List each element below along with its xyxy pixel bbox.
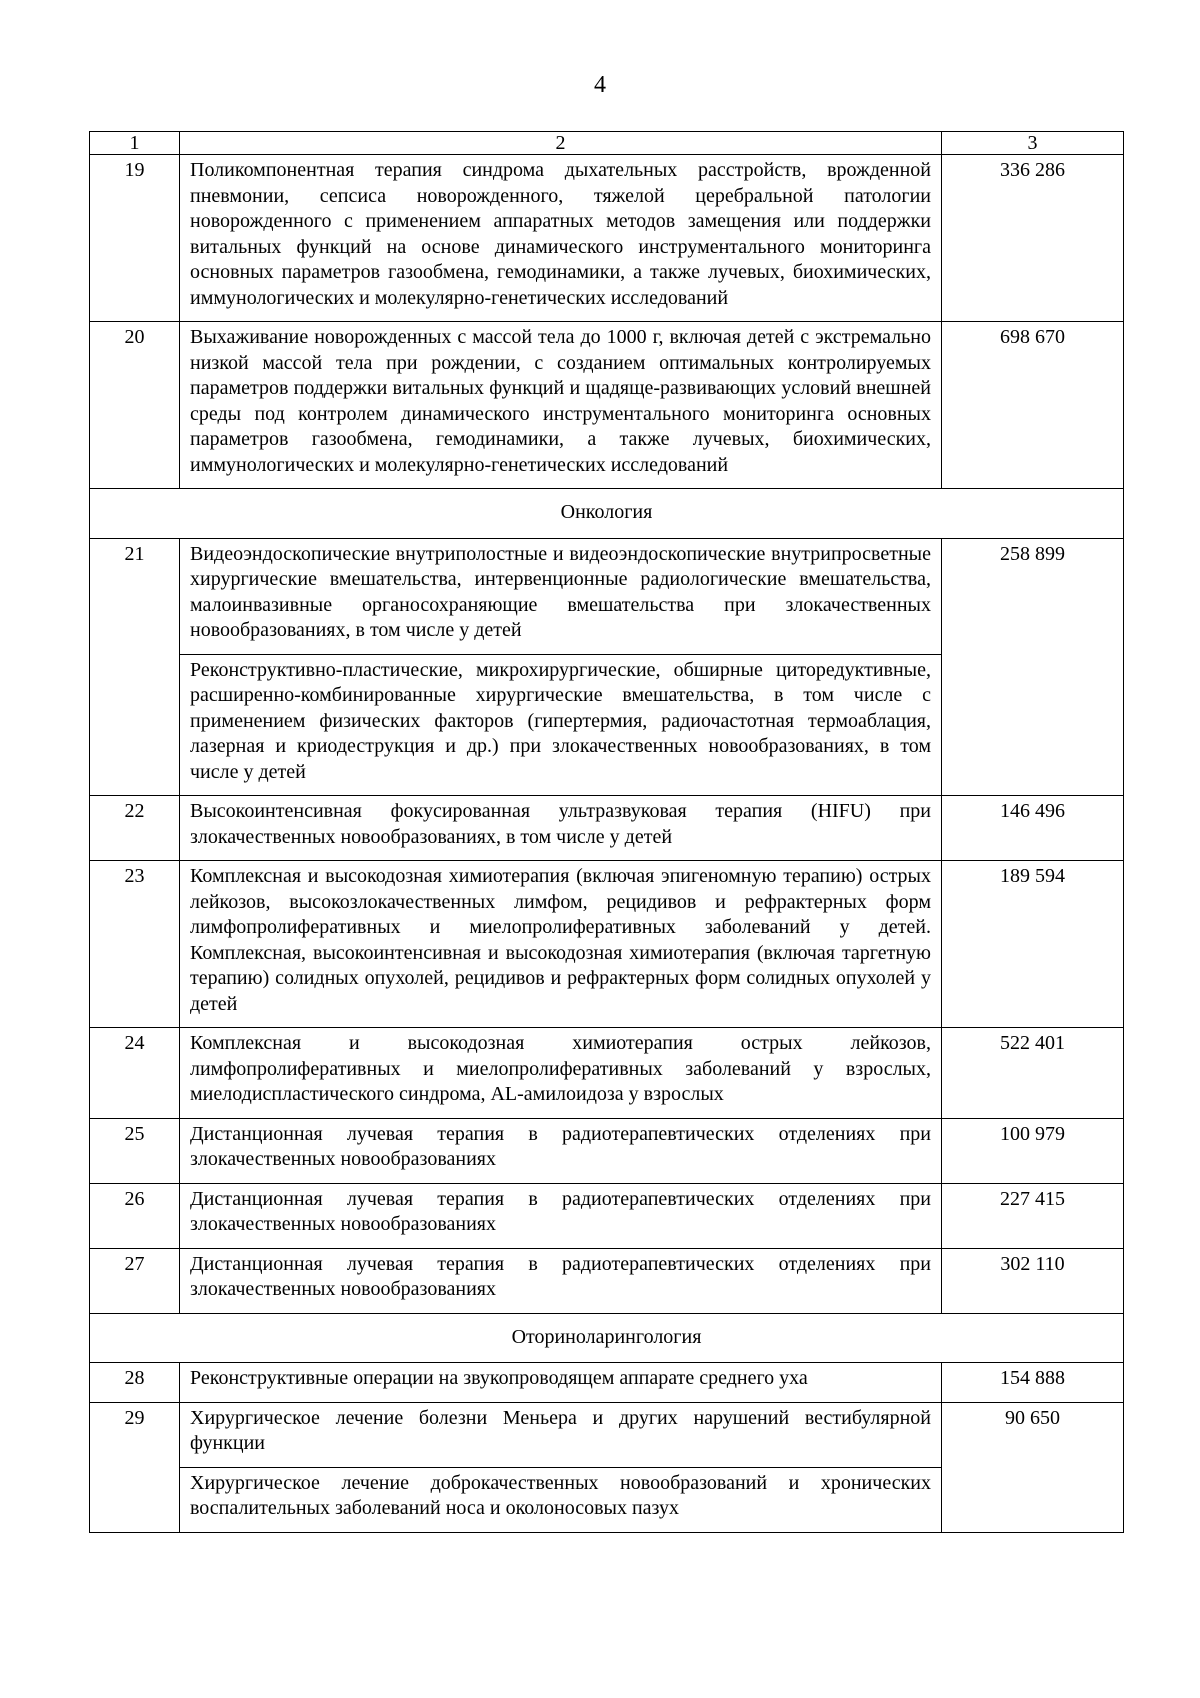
table-row [90,1248,1124,1313]
table-row [90,155,1124,322]
row-description: Комплексная и высокодозная химиотерапия (включая эпигеномную терапию) острых лейкозов, высокозлокачественных лимфом, рецидивов и рефрактерных форм лимфопролиферативных и миелопролиферативных заболеваний у детей. Комплексная, высокоинтенсивная и высокодозная химиотерапия (включая таргетную терапию) солидных опухолей, рецидивов и рефрактерных форм солидных опухолей у детей [180,861,942,1028]
table-row [90,1118,1124,1183]
row-value: 302 110 [942,1248,1124,1313]
table-row [90,1402,1124,1467]
table-row [90,538,1124,654]
row-value: 698 670 [942,322,1124,489]
row-number: 22 [90,796,180,861]
row-description: Высокоинтенсивная фокусированная ультразвуковая терапия (HIFU) при злокачественных новообразованиях, в том числе у детей [180,796,942,861]
row-number: 21 [90,538,180,796]
row-value: 258 899 [942,538,1124,796]
row-number: 24 [90,1028,180,1119]
row-value: 227 415 [942,1183,1124,1248]
row-number: 29 [90,1402,180,1532]
row-description: Дистанционная лучевая терапия в радиотерапевтических отделениях при злокачественных новообразованиях [180,1183,942,1248]
table-row [90,796,1124,861]
column-header-1: 1 [90,132,180,155]
row-value: 146 496 [942,796,1124,861]
page-number: 4 [594,72,606,98]
row-number: 27 [90,1248,180,1313]
row-description: Хирургическое лечение болезни Меньера и других нарушений вестибулярной функции [180,1402,942,1467]
section-row-oncology [90,489,1124,539]
tariff-table [89,131,1124,1533]
row-description: Дистанционная лучевая терапия в радиотерапевтических отделениях при злокачественных новообразованиях [180,1118,942,1183]
table-row [90,1363,1124,1403]
row-value: 336 286 [942,155,1124,322]
row-description: Хирургическое лечение доброкачественных новообразований и хронических воспалительных заболеваний носа и околоносовых пазух [180,1467,942,1532]
row-number: 20 [90,322,180,489]
table-header-row [90,132,1124,155]
row-number: 28 [90,1363,180,1403]
table-row [90,1028,1124,1119]
row-number: 23 [90,861,180,1028]
row-value: 100 979 [942,1118,1124,1183]
table-row [90,1183,1124,1248]
section-row-otorhinolaryngology [90,1313,1124,1363]
row-number: 19 [90,155,180,322]
row-value: 189 594 [942,861,1124,1028]
section-title: Онкология [90,489,1124,539]
row-value: 522 401 [942,1028,1124,1119]
row-value: 154 888 [942,1363,1124,1403]
table-row [90,322,1124,489]
row-number: 25 [90,1118,180,1183]
row-description: Выхаживание новорожденных с массой тела до 1000 г, включая детей с экстремально низкой массой тела при рождении, с созданием оптимальных контролируемых параметров поддержки витальных функций и щадяще-развивающих условий внешней среды под контролем динамического инструментального мониторинга основных параметров газообмена, гемодинамики, а также лучевых, биохимических, иммунологических и молекулярно-генетических исследований [180,322,942,489]
row-value: 90 650 [942,1402,1124,1532]
row-description: Комплексная и высокодозная химиотерапия острых лейкозов, лимфопролиферативных и миелопролиферативных заболеваний у взрослых, миелодиспластического синдрома, AL-амилоидоза у взрослых [180,1028,942,1119]
table-row [90,861,1124,1028]
row-description: Дистанционная лучевая терапия в радиотерапевтических отделениях при злокачественных новообразованиях [180,1248,942,1313]
section-title: Оториноларингология [90,1313,1124,1363]
row-description: Реконструктивные операции на звукопроводящем аппарате среднего уха [180,1363,942,1403]
row-description: Поликомпонентная терапия синдрома дыхательных расстройств, врожденной пневмонии, сепсиса новорожденного, тяжелой церебральной патологии новорожденного с применением аппаратных методов замещения или поддержки витальных функций на основе динамического инструментального мониторинга основных параметров газообмена, гемодинамики, а также лучевых, биохимических, иммунологических и молекулярно-генетических исследований [180,155,942,322]
column-header-3: 3 [942,132,1124,155]
column-header-2: 2 [180,132,942,155]
row-description: Реконструктивно-пластические, микрохирургические, обширные циторедуктивные, расширенно-комбинированные хирургические вмешательства, в том числе с применением физических факторов (гипертермия, радиочастотная термоаблация, лазерная и криодеструкция и др.) при злокачественных новообразованиях, в том числе у детей [180,654,942,796]
row-description: Видеоэндоскопические внутриполостные и видеоэндоскопические внутрипросветные хирургические вмешательства, интервенционные радиологические вмешательства, малоинвазивные органосохраняющие вмешательства при злокачественных новообразованиях, в том числе у детей [180,538,942,654]
row-number: 26 [90,1183,180,1248]
